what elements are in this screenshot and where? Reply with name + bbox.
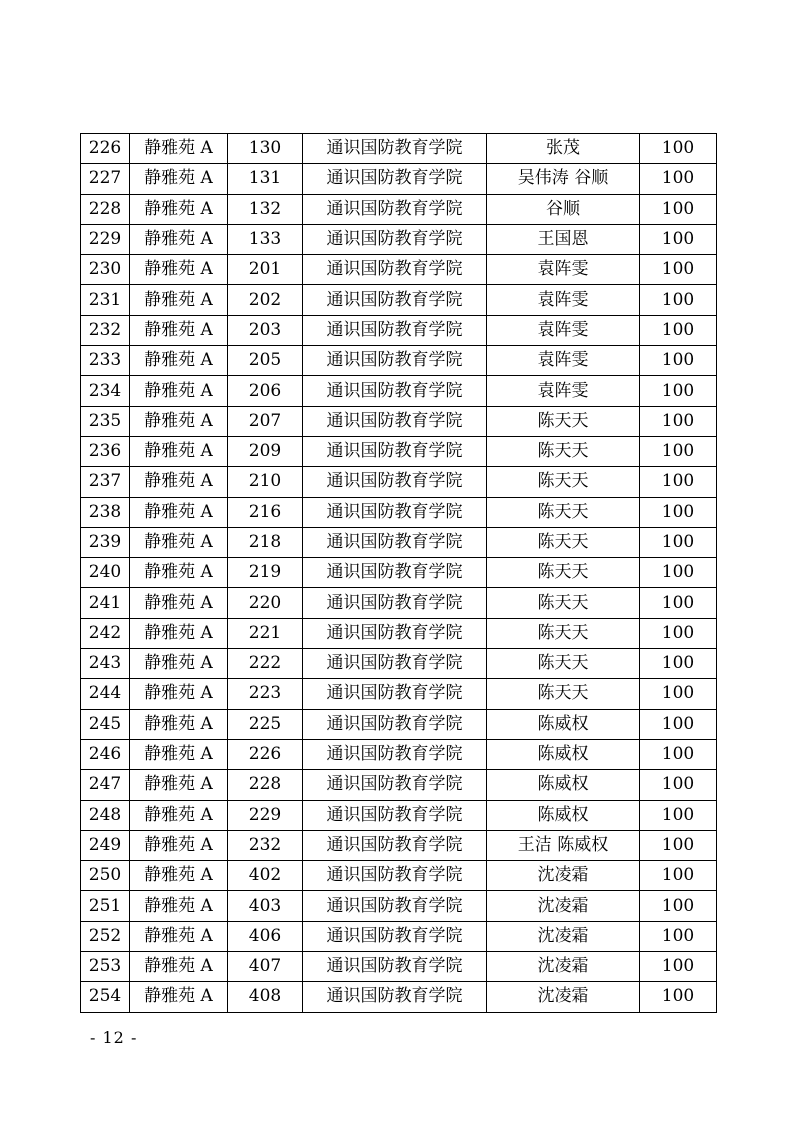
- row-number-cell: 226: [81, 134, 130, 164]
- row-number-cell: 234: [81, 376, 130, 406]
- score-cell: 100: [640, 164, 717, 194]
- score-cell: 100: [640, 770, 717, 800]
- room-number-cell: 223: [228, 679, 303, 709]
- row-number-cell: 230: [81, 255, 130, 285]
- responsible-person-cell: 沈凌霜: [487, 891, 640, 921]
- building-cell: 静雅苑 A: [130, 436, 228, 466]
- responsible-person-cell: 陈威权: [487, 800, 640, 830]
- responsible-person-cell: 陈天天: [487, 436, 640, 466]
- building-cell: 静雅苑 A: [130, 376, 228, 406]
- score-cell: 100: [640, 315, 717, 345]
- college-cell: 通识国防教育学院: [303, 194, 487, 224]
- building-cell: 静雅苑 A: [130, 861, 228, 891]
- college-cell: 通识国防教育学院: [303, 346, 487, 376]
- college-cell: 通识国防教育学院: [303, 527, 487, 557]
- college-cell: 通识国防教育学院: [303, 709, 487, 739]
- score-cell: 100: [640, 709, 717, 739]
- room-number-cell: 403: [228, 891, 303, 921]
- college-cell: 通识国防教育学院: [303, 376, 487, 406]
- row-number-cell: 239: [81, 527, 130, 557]
- building-cell: 静雅苑 A: [130, 467, 228, 497]
- room-number-cell: 205: [228, 346, 303, 376]
- room-number-cell: 407: [228, 952, 303, 982]
- score-cell: 100: [640, 800, 717, 830]
- table-row: [81, 830, 717, 860]
- row-number-cell: 237: [81, 467, 130, 497]
- responsible-person-cell: 袁阵雯: [487, 255, 640, 285]
- room-number-cell: 229: [228, 800, 303, 830]
- score-cell: 100: [640, 527, 717, 557]
- college-cell: 通识国防教育学院: [303, 891, 487, 921]
- room-number-cell: 219: [228, 558, 303, 588]
- college-cell: 通识国防教育学院: [303, 800, 487, 830]
- responsible-person-cell: 王国恩: [487, 224, 640, 254]
- responsible-person-cell: 陈威权: [487, 709, 640, 739]
- building-cell: 静雅苑 A: [130, 527, 228, 557]
- college-cell: 通识国防教育学院: [303, 164, 487, 194]
- college-cell: 通识国防教育学院: [303, 618, 487, 648]
- building-cell: 静雅苑 A: [130, 982, 228, 1012]
- row-number-cell: 244: [81, 679, 130, 709]
- row-number-cell: 236: [81, 436, 130, 466]
- room-number-cell: 202: [228, 285, 303, 315]
- room-number-cell: 206: [228, 376, 303, 406]
- college-cell: 通识国防教育学院: [303, 436, 487, 466]
- responsible-person-cell: 袁阵雯: [487, 285, 640, 315]
- building-cell: 静雅苑 A: [130, 891, 228, 921]
- table-row: [81, 497, 717, 527]
- row-number-cell: 235: [81, 406, 130, 436]
- room-number-cell: 216: [228, 497, 303, 527]
- responsible-person-cell: 沈凌霜: [487, 861, 640, 891]
- row-number-cell: 232: [81, 315, 130, 345]
- table-row: [81, 467, 717, 497]
- room-number-cell: 408: [228, 982, 303, 1012]
- responsible-person-cell: 袁阵雯: [487, 346, 640, 376]
- college-cell: 通识国防教育学院: [303, 739, 487, 769]
- row-number-cell: 228: [81, 194, 130, 224]
- responsible-person-cell: 沈凌霜: [487, 952, 640, 982]
- responsible-person-cell: 张茂: [487, 134, 640, 164]
- score-cell: 100: [640, 467, 717, 497]
- room-number-cell: 220: [228, 588, 303, 618]
- college-cell: 通识国防教育学院: [303, 649, 487, 679]
- college-cell: 通识国防教育学院: [303, 315, 487, 345]
- score-cell: 100: [640, 921, 717, 951]
- score-cell: 100: [640, 739, 717, 769]
- row-number-cell: 231: [81, 285, 130, 315]
- room-number-cell: 209: [228, 436, 303, 466]
- college-cell: 通识国防教育学院: [303, 830, 487, 860]
- row-number-cell: 240: [81, 558, 130, 588]
- score-cell: 100: [640, 830, 717, 860]
- table-row: [81, 891, 717, 921]
- building-cell: 静雅苑 A: [130, 224, 228, 254]
- room-number-cell: 222: [228, 649, 303, 679]
- building-cell: 静雅苑 A: [130, 618, 228, 648]
- table-row: [81, 800, 717, 830]
- room-number-cell: 210: [228, 467, 303, 497]
- room-number-cell: 203: [228, 315, 303, 345]
- room-number-cell: 133: [228, 224, 303, 254]
- room-number-cell: 130: [228, 134, 303, 164]
- table-row: [81, 164, 717, 194]
- college-cell: 通识国防教育学院: [303, 285, 487, 315]
- table-row: [81, 861, 717, 891]
- responsible-person-cell: 陈天天: [487, 406, 640, 436]
- college-cell: 通识国防教育学院: [303, 861, 487, 891]
- score-cell: 100: [640, 285, 717, 315]
- building-cell: 静雅苑 A: [130, 406, 228, 436]
- row-number-cell: 238: [81, 497, 130, 527]
- row-number-cell: 250: [81, 861, 130, 891]
- building-cell: 静雅苑 A: [130, 285, 228, 315]
- college-cell: 通识国防教育学院: [303, 497, 487, 527]
- building-cell: 静雅苑 A: [130, 739, 228, 769]
- room-number-cell: 406: [228, 921, 303, 951]
- row-number-cell: 227: [81, 164, 130, 194]
- room-number-cell: 218: [228, 527, 303, 557]
- room-number-cell: 402: [228, 861, 303, 891]
- college-cell: 通识国防教育学院: [303, 982, 487, 1012]
- college-cell: 通识国防教育学院: [303, 406, 487, 436]
- row-number-cell: 249: [81, 830, 130, 860]
- building-cell: 静雅苑 A: [130, 770, 228, 800]
- table-row: [81, 406, 717, 436]
- building-cell: 静雅苑 A: [130, 588, 228, 618]
- room-number-cell: 131: [228, 164, 303, 194]
- score-cell: 100: [640, 497, 717, 527]
- row-number-cell: 233: [81, 346, 130, 376]
- room-number-cell: 225: [228, 709, 303, 739]
- room-number-cell: 132: [228, 194, 303, 224]
- college-cell: 通识国防教育学院: [303, 588, 487, 618]
- page-number: - 12 -: [90, 1028, 138, 1047]
- table-row: [81, 436, 717, 466]
- table-row: [81, 770, 717, 800]
- score-cell: 100: [640, 649, 717, 679]
- dormitory-score-table: [80, 133, 717, 1013]
- table-row: [81, 709, 717, 739]
- building-cell: 静雅苑 A: [130, 679, 228, 709]
- table-row: [81, 739, 717, 769]
- row-number-cell: 253: [81, 952, 130, 982]
- responsible-person-cell: 吴伟涛 谷顺: [487, 164, 640, 194]
- responsible-person-cell: 陈天天: [487, 618, 640, 648]
- building-cell: 静雅苑 A: [130, 709, 228, 739]
- responsible-person-cell: 陈天天: [487, 649, 640, 679]
- responsible-person-cell: 王洁 陈威权: [487, 830, 640, 860]
- responsible-person-cell: 陈天天: [487, 497, 640, 527]
- table-row: [81, 558, 717, 588]
- row-number-cell: 229: [81, 224, 130, 254]
- table-body: [81, 134, 717, 1013]
- responsible-person-cell: 陈威权: [487, 739, 640, 769]
- score-cell: 100: [640, 224, 717, 254]
- table-row: [81, 194, 717, 224]
- table-row: [81, 921, 717, 951]
- score-cell: 100: [640, 982, 717, 1012]
- college-cell: 通识国防教育学院: [303, 679, 487, 709]
- row-number-cell: 252: [81, 921, 130, 951]
- score-cell: 100: [640, 952, 717, 982]
- college-cell: 通识国防教育学院: [303, 770, 487, 800]
- college-cell: 通识国防教育学院: [303, 255, 487, 285]
- college-cell: 通识国防教育学院: [303, 224, 487, 254]
- responsible-person-cell: 沈凌霜: [487, 982, 640, 1012]
- score-cell: 100: [640, 679, 717, 709]
- row-number-cell: 248: [81, 800, 130, 830]
- responsible-person-cell: 陈天天: [487, 558, 640, 588]
- college-cell: 通识国防教育学院: [303, 921, 487, 951]
- table-row: [81, 527, 717, 557]
- building-cell: 静雅苑 A: [130, 800, 228, 830]
- building-cell: 静雅苑 A: [130, 921, 228, 951]
- responsible-person-cell: 陈天天: [487, 679, 640, 709]
- responsible-person-cell: 袁阵雯: [487, 315, 640, 345]
- building-cell: 静雅苑 A: [130, 134, 228, 164]
- college-cell: 通识国防教育学院: [303, 952, 487, 982]
- score-cell: 100: [640, 891, 717, 921]
- room-number-cell: 232: [228, 830, 303, 860]
- building-cell: 静雅苑 A: [130, 315, 228, 345]
- building-cell: 静雅苑 A: [130, 649, 228, 679]
- building-cell: 静雅苑 A: [130, 346, 228, 376]
- building-cell: 静雅苑 A: [130, 164, 228, 194]
- score-cell: 100: [640, 861, 717, 891]
- room-number-cell: 228: [228, 770, 303, 800]
- table-row: [81, 346, 717, 376]
- room-number-cell: 226: [228, 739, 303, 769]
- table-row: [81, 649, 717, 679]
- score-cell: 100: [640, 618, 717, 648]
- table-row: [81, 679, 717, 709]
- responsible-person-cell: 谷顺: [487, 194, 640, 224]
- score-cell: 100: [640, 588, 717, 618]
- table-row: [81, 315, 717, 345]
- table-row: [81, 134, 717, 164]
- row-number-cell: 247: [81, 770, 130, 800]
- table-row: [81, 376, 717, 406]
- row-number-cell: 243: [81, 649, 130, 679]
- college-cell: 通识国防教育学院: [303, 134, 487, 164]
- college-cell: 通识国防教育学院: [303, 558, 487, 588]
- responsible-person-cell: 陈天天: [487, 527, 640, 557]
- responsible-person-cell: 陈天天: [487, 588, 640, 618]
- table-row: [81, 618, 717, 648]
- college-cell: 通识国防教育学院: [303, 467, 487, 497]
- row-number-cell: 241: [81, 588, 130, 618]
- building-cell: 静雅苑 A: [130, 194, 228, 224]
- responsible-person-cell: 陈威权: [487, 770, 640, 800]
- score-cell: 100: [640, 346, 717, 376]
- building-cell: 静雅苑 A: [130, 255, 228, 285]
- responsible-person-cell: 沈凌霜: [487, 921, 640, 951]
- table-row: [81, 224, 717, 254]
- building-cell: 静雅苑 A: [130, 952, 228, 982]
- score-cell: 100: [640, 558, 717, 588]
- row-number-cell: 246: [81, 739, 130, 769]
- responsible-person-cell: 陈天天: [487, 467, 640, 497]
- score-cell: 100: [640, 436, 717, 466]
- room-number-cell: 221: [228, 618, 303, 648]
- building-cell: 静雅苑 A: [130, 558, 228, 588]
- score-cell: 100: [640, 255, 717, 285]
- score-cell: 100: [640, 406, 717, 436]
- table-row: [81, 285, 717, 315]
- row-number-cell: 242: [81, 618, 130, 648]
- building-cell: 静雅苑 A: [130, 830, 228, 860]
- score-cell: 100: [640, 194, 717, 224]
- score-cell: 100: [640, 134, 717, 164]
- building-cell: 静雅苑 A: [130, 497, 228, 527]
- table-row: [81, 255, 717, 285]
- table-row: [81, 952, 717, 982]
- room-number-cell: 201: [228, 255, 303, 285]
- row-number-cell: 251: [81, 891, 130, 921]
- row-number-cell: 254: [81, 982, 130, 1012]
- responsible-person-cell: 袁阵雯: [487, 376, 640, 406]
- table-row: [81, 588, 717, 618]
- row-number-cell: 245: [81, 709, 130, 739]
- score-cell: 100: [640, 376, 717, 406]
- table-row: [81, 982, 717, 1012]
- room-number-cell: 207: [228, 406, 303, 436]
